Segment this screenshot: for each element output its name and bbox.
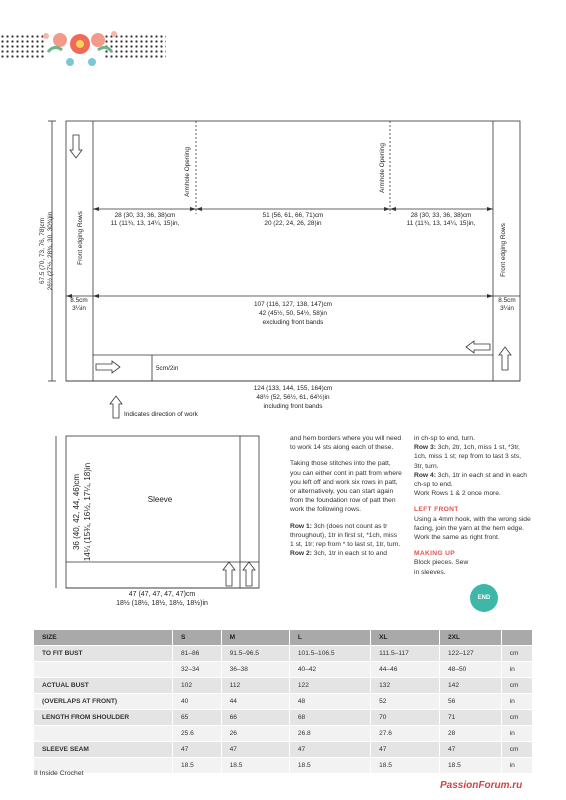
table-cell: 70 (371, 710, 440, 726)
table-cell (34, 726, 173, 742)
left-front-text: Using a 4mm hook, with the wrong side facing, join the yarn at the hem edge. Work the same as right front. (414, 515, 531, 542)
header-cell: SIZE (34, 630, 173, 646)
band-cm-right: 8.5cm (498, 297, 516, 304)
table-cell: 18.5 (173, 758, 222, 774)
table-cell (34, 662, 173, 678)
table-cell: 52 (371, 694, 440, 710)
sleeve-label: Sleeve (147, 495, 173, 504)
row-1-text: 3ch (does not count as tr throughout), 1tr in first st, *1ch, miss 1 st, 1tr; rep from * to last st, 1tr, turn. (290, 522, 401, 549)
table-cell: 28 (439, 726, 501, 742)
col2-row-4 (414, 471, 532, 489)
header-cell: M (221, 630, 289, 646)
table-cell: 142 (439, 678, 501, 694)
table-cell: 91.5–96.5 (221, 646, 289, 662)
table-cell: 40–42 (289, 662, 370, 678)
sleeve-width-cm: 47 (47, 47, 47, 47)cm (128, 591, 196, 598)
table-cell: 18.5 (289, 758, 370, 774)
col1-paragraph-1: and hem borders where you will need to work 14 sts along each of these. (290, 435, 402, 452)
table-cell: 47 (289, 742, 370, 758)
header-cell: S (173, 630, 222, 646)
col2-paragraph-1: in ch-sp to end, turn. (414, 435, 475, 442)
table-row (34, 710, 532, 726)
armhole-label-right: Armhole Opening (379, 143, 386, 193)
table-row (34, 742, 532, 758)
front-edging-label-right: Front edging Rows (500, 223, 507, 277)
row-3-label: Row 3: (414, 444, 436, 452)
table-cell: 47 (371, 742, 440, 758)
table-row (34, 726, 532, 742)
watermark: PassionForum.ru (440, 780, 523, 791)
table-cell: 18.5 (371, 758, 440, 774)
hem-depth: 5cm/2in (156, 365, 179, 372)
table-row (34, 678, 532, 694)
page-footer (34, 770, 84, 777)
table-cell: 102 (173, 678, 222, 694)
side-height-in: 26½ (27½, 28¾, 30, 30¾)in (47, 211, 54, 291)
table-cell: 36–38 (221, 662, 289, 678)
table-cell: TO FIT BUST (34, 646, 173, 662)
table-cell: ACTUAL BUST (34, 678, 173, 694)
header-cell: XL (371, 630, 440, 646)
mid-seg-cm: 51 (56, 61, 66, 71)cm (262, 212, 324, 219)
page-number: II (34, 770, 38, 777)
band-in-right: 3¼in (500, 305, 514, 312)
size-table-header (34, 630, 532, 646)
inner-width-cm: 107 (116, 127, 138, 147)cm (253, 301, 333, 308)
table-cell: 44–46 (371, 662, 440, 678)
total-width-note: including front bands (263, 403, 323, 410)
making-up-text: Block pieces. Sew in sleeves. (414, 559, 469, 576)
table-cell: 71 (439, 710, 501, 726)
table-cell: SLEEVE SEAM (34, 742, 173, 758)
col1-paragraph-2: Taking those stitches into the patt, you can either cont in patt from where you left off and work six rows in patt, or alternatively, you can start again from the foundation row of patt then work the following rows. (290, 460, 402, 514)
side-height-cm: 67.5 (70, 73, 76, 78)cm (39, 217, 46, 285)
table-cell: 48–50 (439, 662, 501, 678)
table-cell: in (501, 726, 532, 742)
end-badge: END (470, 584, 498, 612)
table-row (34, 646, 532, 662)
left-seg-in: 11 (11¾, 13, 14¼, 15)in, (110, 220, 180, 227)
table-cell: cm (501, 646, 532, 662)
inner-width-note: excluding front bands (262, 319, 324, 326)
sleeve-width-in: 18½ (18½, 18½, 18½, 18½)in (116, 600, 208, 607)
table-cell: 27.6 (371, 726, 440, 742)
col2-repeat: Work Rows 1 & 2 once more. (414, 490, 501, 498)
direction-note: Indicates direction of work (124, 411, 198, 418)
band-cm-left: 8.5cm (70, 297, 88, 304)
row-2-text: 3ch, 1tr in each st to and (311, 550, 388, 558)
table-cell: 47 (221, 742, 289, 758)
table-cell: 65 (173, 710, 222, 726)
band-in-left: 3¼in (72, 305, 86, 312)
table-cell: 40 (173, 694, 222, 710)
right-seg-cm: 28 (30, 33, 36, 38)cm (410, 212, 472, 219)
right-seg-in: 11 (11¾, 13, 14¼, 15)in, (406, 220, 476, 227)
table-cell: 18.5 (439, 758, 501, 774)
row-2-label: Row 2: (290, 550, 312, 558)
row-1-label: Row 1: (290, 522, 312, 530)
left-seg-cm: 28 (30, 33, 36, 38)cm (114, 212, 176, 219)
table-cell: 26 (221, 726, 289, 742)
total-width-cm: 124 (133, 144, 155, 164)cm (253, 385, 333, 392)
table-cell: in (501, 694, 532, 710)
col2-row-3 (414, 443, 532, 471)
table-row (34, 758, 532, 774)
row-3-text: 3ch, 2tr, 1ch, miss 1 st, *3tr, 1ch, miss 1 st; rep from to last 3 sts, 3tr, turn. (414, 444, 522, 470)
mid-seg-in: 20 (22, 24, 26, 28)in (264, 220, 322, 227)
row-4-text: 3ch, 1tr in each st and in each ch-sp to end. (414, 471, 528, 489)
table-cell: in (501, 662, 532, 678)
table-cell: 111.5–117 (371, 646, 440, 662)
table-cell: 18.5 (221, 758, 289, 774)
magazine-title: Inside Crochet (39, 770, 84, 777)
col1-row-1 (290, 522, 402, 550)
table-cell: 26.8 (289, 726, 370, 742)
table-cell: 47 (173, 742, 222, 758)
table-cell: 25.6 (173, 726, 222, 742)
total-width-in: 48½ (52, 56½, 61, 64½)in (256, 394, 330, 401)
table-cell: 47 (439, 742, 501, 758)
header-cell: 2XL (439, 630, 501, 646)
text-column-2 (414, 434, 532, 584)
table-cell: 112 (221, 678, 289, 694)
header-cell: L (289, 630, 370, 646)
table-cell: 122 (289, 678, 370, 694)
table-row (34, 662, 532, 678)
table-cell: 132 (371, 678, 440, 694)
sleeve-height-in: 14¼ (15¾, 16½, 17¼, 18)in (83, 462, 92, 562)
table-cell: cm (501, 742, 532, 758)
table-cell: 101.5–106.5 (289, 646, 370, 662)
making-up-heading: MAKING UP (414, 550, 455, 558)
table-cell: (OVERLAPS AT FRONT) (34, 694, 173, 710)
table-row (34, 694, 532, 710)
table-cell: 32–34 (173, 662, 222, 678)
sleeve-schematic (0, 420, 290, 620)
armhole-label-left: Armhole Opening (184, 147, 191, 197)
text-column-1 (290, 434, 402, 565)
table-cell: 56 (439, 694, 501, 710)
table-cell: LENGTH FROM SHOULDER (34, 710, 173, 726)
table-cell: cm (501, 710, 532, 726)
table-cell: 66 (221, 710, 289, 726)
table-cell: 48 (289, 694, 370, 710)
left-front-heading: LEFT FRONT (414, 506, 459, 514)
size-table (34, 630, 532, 774)
sleeve-height-cm: 36 (40, 42, 44, 46)cm (72, 473, 81, 551)
table-cell: 44 (221, 694, 289, 710)
table-cell: 81–86 (173, 646, 222, 662)
table-cell: 68 (289, 710, 370, 726)
row-4-label: Row 4: (414, 471, 436, 479)
table-cell: 122–127 (439, 646, 501, 662)
front-edging-label-left: Front edging Rows (77, 211, 84, 265)
header-cell (501, 630, 532, 646)
table-cell: cm (501, 678, 532, 694)
col1-row-2 (290, 549, 402, 558)
table-cell: in (501, 758, 532, 774)
inner-width-in: 42 (45½, 50, 54½, 58)in (259, 310, 327, 317)
